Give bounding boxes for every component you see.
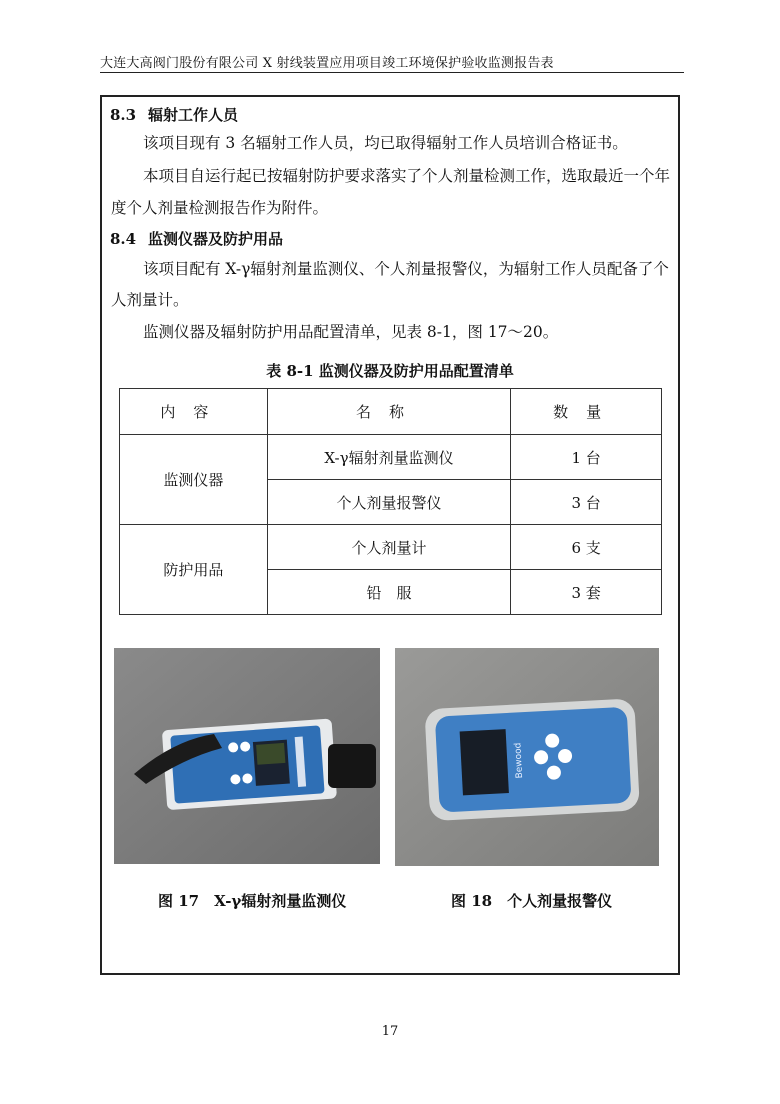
section-title: 辐射工作人员: [148, 106, 239, 124]
column-header: 内容: [120, 389, 268, 435]
brand-label: Bewood: [513, 742, 526, 779]
qty-cell: 6 支: [511, 525, 662, 570]
qty-cell: 3 套: [511, 570, 662, 615]
page-number: 17: [381, 1024, 399, 1039]
section-title: 监测仪器及防护用品: [148, 230, 284, 248]
category-cell: 防护用品: [120, 525, 268, 615]
table-row: [120, 525, 662, 570]
name-cell: 铅 服: [267, 570, 511, 615]
paragraph: 度个人剂量检测报告作为附件。: [111, 199, 329, 217]
figure-17-photo: [114, 648, 380, 864]
section-8-4-heading: [110, 228, 283, 249]
report-header: 大连大高阀门股份有限公司 X 射线装置应用项目竣工环境保护验收监测报告表: [100, 56, 554, 71]
header-rule: [100, 72, 684, 73]
dose-alarm-image: [395, 648, 659, 866]
qty-cell: 3 台: [511, 480, 662, 525]
paragraph: 该项目配有 X-γ辐射剂量监测仪、个人剂量报警仪，为辐射工作人员配备了个: [143, 260, 669, 278]
section-8-3-heading: [110, 104, 238, 125]
name-cell: X-γ辐射剂量监测仪: [267, 435, 511, 480]
equipment-table: [119, 388, 662, 615]
table-row: [120, 435, 662, 480]
column-header: 数量: [511, 389, 662, 435]
paragraph: 监测仪器及辐射防护用品配置清单，见表 8-1，图 17～20。: [143, 323, 559, 341]
name-cell: 个人剂量报警仪: [267, 480, 511, 525]
category-cell: 监测仪器: [120, 435, 268, 525]
figure-18-caption: 图 18 个人剂量报警仪: [451, 892, 613, 910]
paragraph: 该项目现有 3 名辐射工作人员，均已取得辐射工作人员培训合格证书。: [143, 134, 628, 152]
column-header: 名称: [267, 389, 511, 435]
paragraph: 人剂量计。: [111, 291, 189, 309]
table-header-row: [120, 389, 662, 435]
figure-18-photo: [395, 648, 659, 866]
table-caption: 表 8-1 监测仪器及防护用品配置清单: [266, 362, 514, 380]
survey-meter-image: [114, 648, 380, 864]
name-cell: 个人剂量计: [267, 525, 511, 570]
paragraph: 本项目自运行起已按辐射防护要求落实了个人剂量检测工作，选取最近一个年: [143, 167, 671, 185]
qty-cell: 1 台: [511, 435, 662, 480]
figure-17-caption: 图 17 X-γ辐射剂量监测仪: [158, 892, 347, 910]
section-number: 8.4: [110, 230, 137, 248]
section-number: 8.3: [110, 106, 137, 124]
